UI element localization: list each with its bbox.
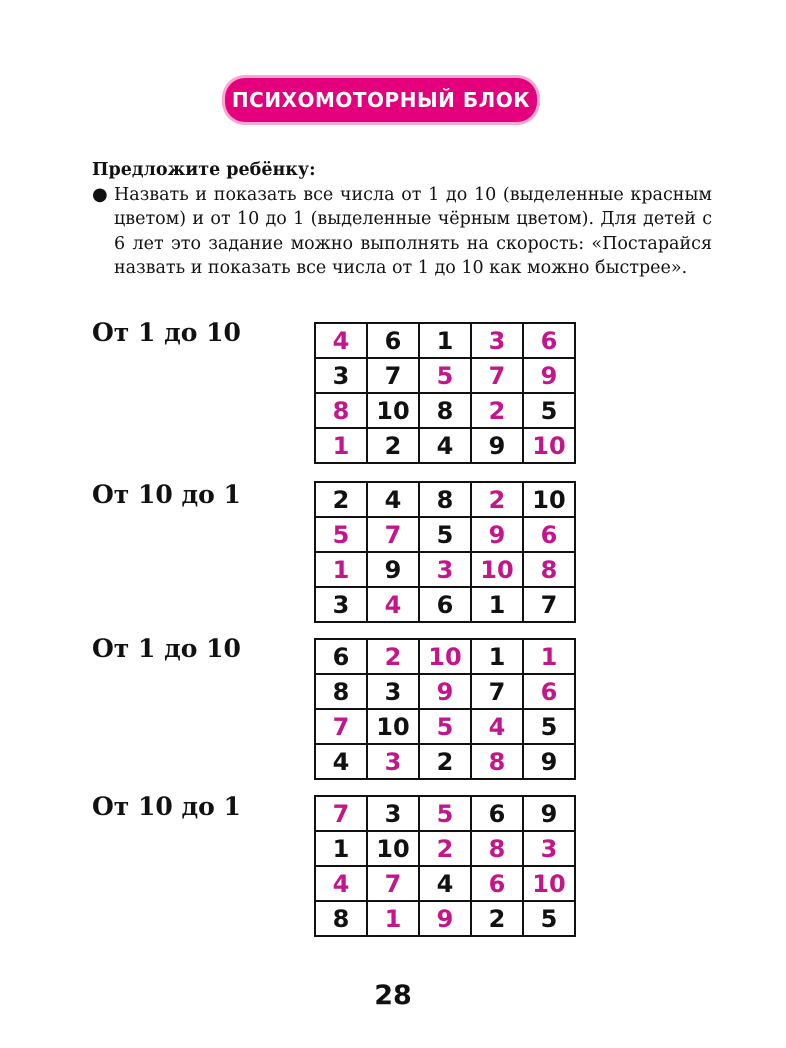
grid-cell: 1 — [471, 587, 523, 622]
grid-cell: 9 — [523, 796, 575, 831]
grid-cell: 5 — [419, 796, 471, 831]
grid-cell: 8 — [315, 393, 367, 428]
grid-cell: 10 — [523, 428, 575, 463]
grid-cell: 4 — [315, 744, 367, 779]
grid-cell: 8 — [471, 831, 523, 866]
grid-cell: 7 — [471, 674, 523, 709]
grid-cell: 5 — [523, 393, 575, 428]
grid-row — [315, 831, 575, 866]
grid-cell: 10 — [367, 831, 419, 866]
grid-cell: 4 — [315, 323, 367, 358]
section-banner — [225, 78, 537, 122]
grid-row — [315, 428, 575, 463]
grid-cell: 3 — [315, 358, 367, 393]
grid-cell: 10 — [419, 639, 471, 674]
grid-row — [315, 323, 575, 358]
grid-row — [315, 674, 575, 709]
grid-cell: 3 — [367, 796, 419, 831]
grid-row — [315, 709, 575, 744]
grid-cell: 10 — [523, 482, 575, 517]
grid-cell: 3 — [419, 552, 471, 587]
instructions-bullet-row — [92, 183, 712, 281]
grid-cell: 2 — [471, 482, 523, 517]
grid-cell: 2 — [367, 428, 419, 463]
grid-cell: 8 — [471, 744, 523, 779]
grid-cell: 9 — [523, 744, 575, 779]
grid-cell: 6 — [523, 517, 575, 552]
grid-cell: 10 — [367, 709, 419, 744]
grid-cell: 3 — [367, 674, 419, 709]
grid-cell: 6 — [523, 323, 575, 358]
grid-row — [315, 482, 575, 517]
grid-row — [315, 796, 575, 831]
grid-cell: 6 — [315, 639, 367, 674]
grid-cell: 2 — [367, 639, 419, 674]
grid-cell: 9 — [419, 674, 471, 709]
number-grid-1 — [314, 322, 576, 464]
number-grid-3 — [314, 638, 576, 780]
grid-cell: 9 — [471, 428, 523, 463]
grid-row — [315, 639, 575, 674]
grid-cell: 1 — [315, 831, 367, 866]
grid-cell: 4 — [471, 709, 523, 744]
grid-cell: 5 — [523, 709, 575, 744]
grid-cell: 3 — [471, 323, 523, 358]
grid-cell: 6 — [523, 674, 575, 709]
grid-cell: 6 — [471, 866, 523, 901]
grid-cell: 9 — [367, 552, 419, 587]
section-label-4: От 10 до 1 — [92, 792, 241, 821]
grid-row — [315, 393, 575, 428]
instructions-bullet-text: Назвать и показать все числа от 1 до 10 (выделенные красным цветом) и от 10 до 1 (выделенные чёрным цветом). Для детей с 6 лет это задание можно выполнять на скорость: «Постарайся назвать и показать все числа от 1 до 10 как можно быстрее». — [114, 184, 712, 278]
grid-cell: 7 — [315, 709, 367, 744]
grid-cell: 4 — [419, 866, 471, 901]
grid-cell: 1 — [523, 639, 575, 674]
grid-cell: 4 — [367, 482, 419, 517]
grid-row — [315, 517, 575, 552]
grid-cell: 3 — [523, 831, 575, 866]
grid-cell: 10 — [471, 552, 523, 587]
grid-cell: 6 — [419, 587, 471, 622]
grid-row — [315, 587, 575, 622]
grid-cell: 7 — [367, 866, 419, 901]
grid-cell: 2 — [471, 901, 523, 936]
grid-cell: 8 — [419, 482, 471, 517]
grid-cell: 1 — [367, 901, 419, 936]
page-number: 28 — [374, 980, 412, 1011]
grid-row — [315, 358, 575, 393]
grid-cell: 9 — [471, 517, 523, 552]
grid-cell: 5 — [419, 709, 471, 744]
number-grid-4 — [314, 795, 576, 937]
grid-cell: 1 — [471, 639, 523, 674]
grid-cell: 1 — [419, 323, 471, 358]
grid-cell: 5 — [315, 517, 367, 552]
grid-cell: 6 — [367, 323, 419, 358]
grid-cell: 9 — [419, 901, 471, 936]
grid-cell: 7 — [367, 358, 419, 393]
grid-cell: 7 — [523, 587, 575, 622]
grid-cell: 1 — [315, 428, 367, 463]
number-grid-2 — [314, 481, 576, 623]
section-label-3: От 1 до 10 — [92, 634, 241, 663]
grid-cell: 8 — [523, 552, 575, 587]
grid-cell: 2 — [419, 831, 471, 866]
grid-cell: 8 — [315, 901, 367, 936]
section-label-2: От 10 до 1 — [92, 480, 241, 509]
instructions — [92, 158, 712, 281]
instructions-lead: Предложите ребёнку: — [92, 160, 316, 180]
grid-cell: 3 — [367, 744, 419, 779]
grid-cell: 5 — [523, 901, 575, 936]
grid-cell: 3 — [315, 587, 367, 622]
grid-cell: 2 — [471, 393, 523, 428]
bullet-icon: ● — [92, 183, 108, 205]
grid-cell: 5 — [419, 358, 471, 393]
grid-cell: 9 — [523, 358, 575, 393]
grid-cell: 10 — [367, 393, 419, 428]
grid-cell: 8 — [419, 393, 471, 428]
grid-cell: 1 — [315, 552, 367, 587]
grid-row — [315, 552, 575, 587]
grid-cell: 7 — [471, 358, 523, 393]
grid-row — [315, 901, 575, 936]
grid-cell: 8 — [315, 674, 367, 709]
grid-cell: 7 — [315, 796, 367, 831]
grid-cell: 2 — [315, 482, 367, 517]
section-label-1: От 1 до 10 — [92, 318, 241, 347]
grid-cell: 4 — [419, 428, 471, 463]
grid-cell: 2 — [419, 744, 471, 779]
grid-cell: 10 — [523, 866, 575, 901]
grid-row — [315, 866, 575, 901]
grid-cell: 7 — [367, 517, 419, 552]
grid-row — [315, 744, 575, 779]
grid-cell: 5 — [419, 517, 471, 552]
grid-cell: 4 — [315, 866, 367, 901]
grid-cell: 4 — [367, 587, 419, 622]
grid-cell: 6 — [471, 796, 523, 831]
banner-title: ПСИХОМОТОРНЫЙ БЛОК — [231, 88, 531, 112]
